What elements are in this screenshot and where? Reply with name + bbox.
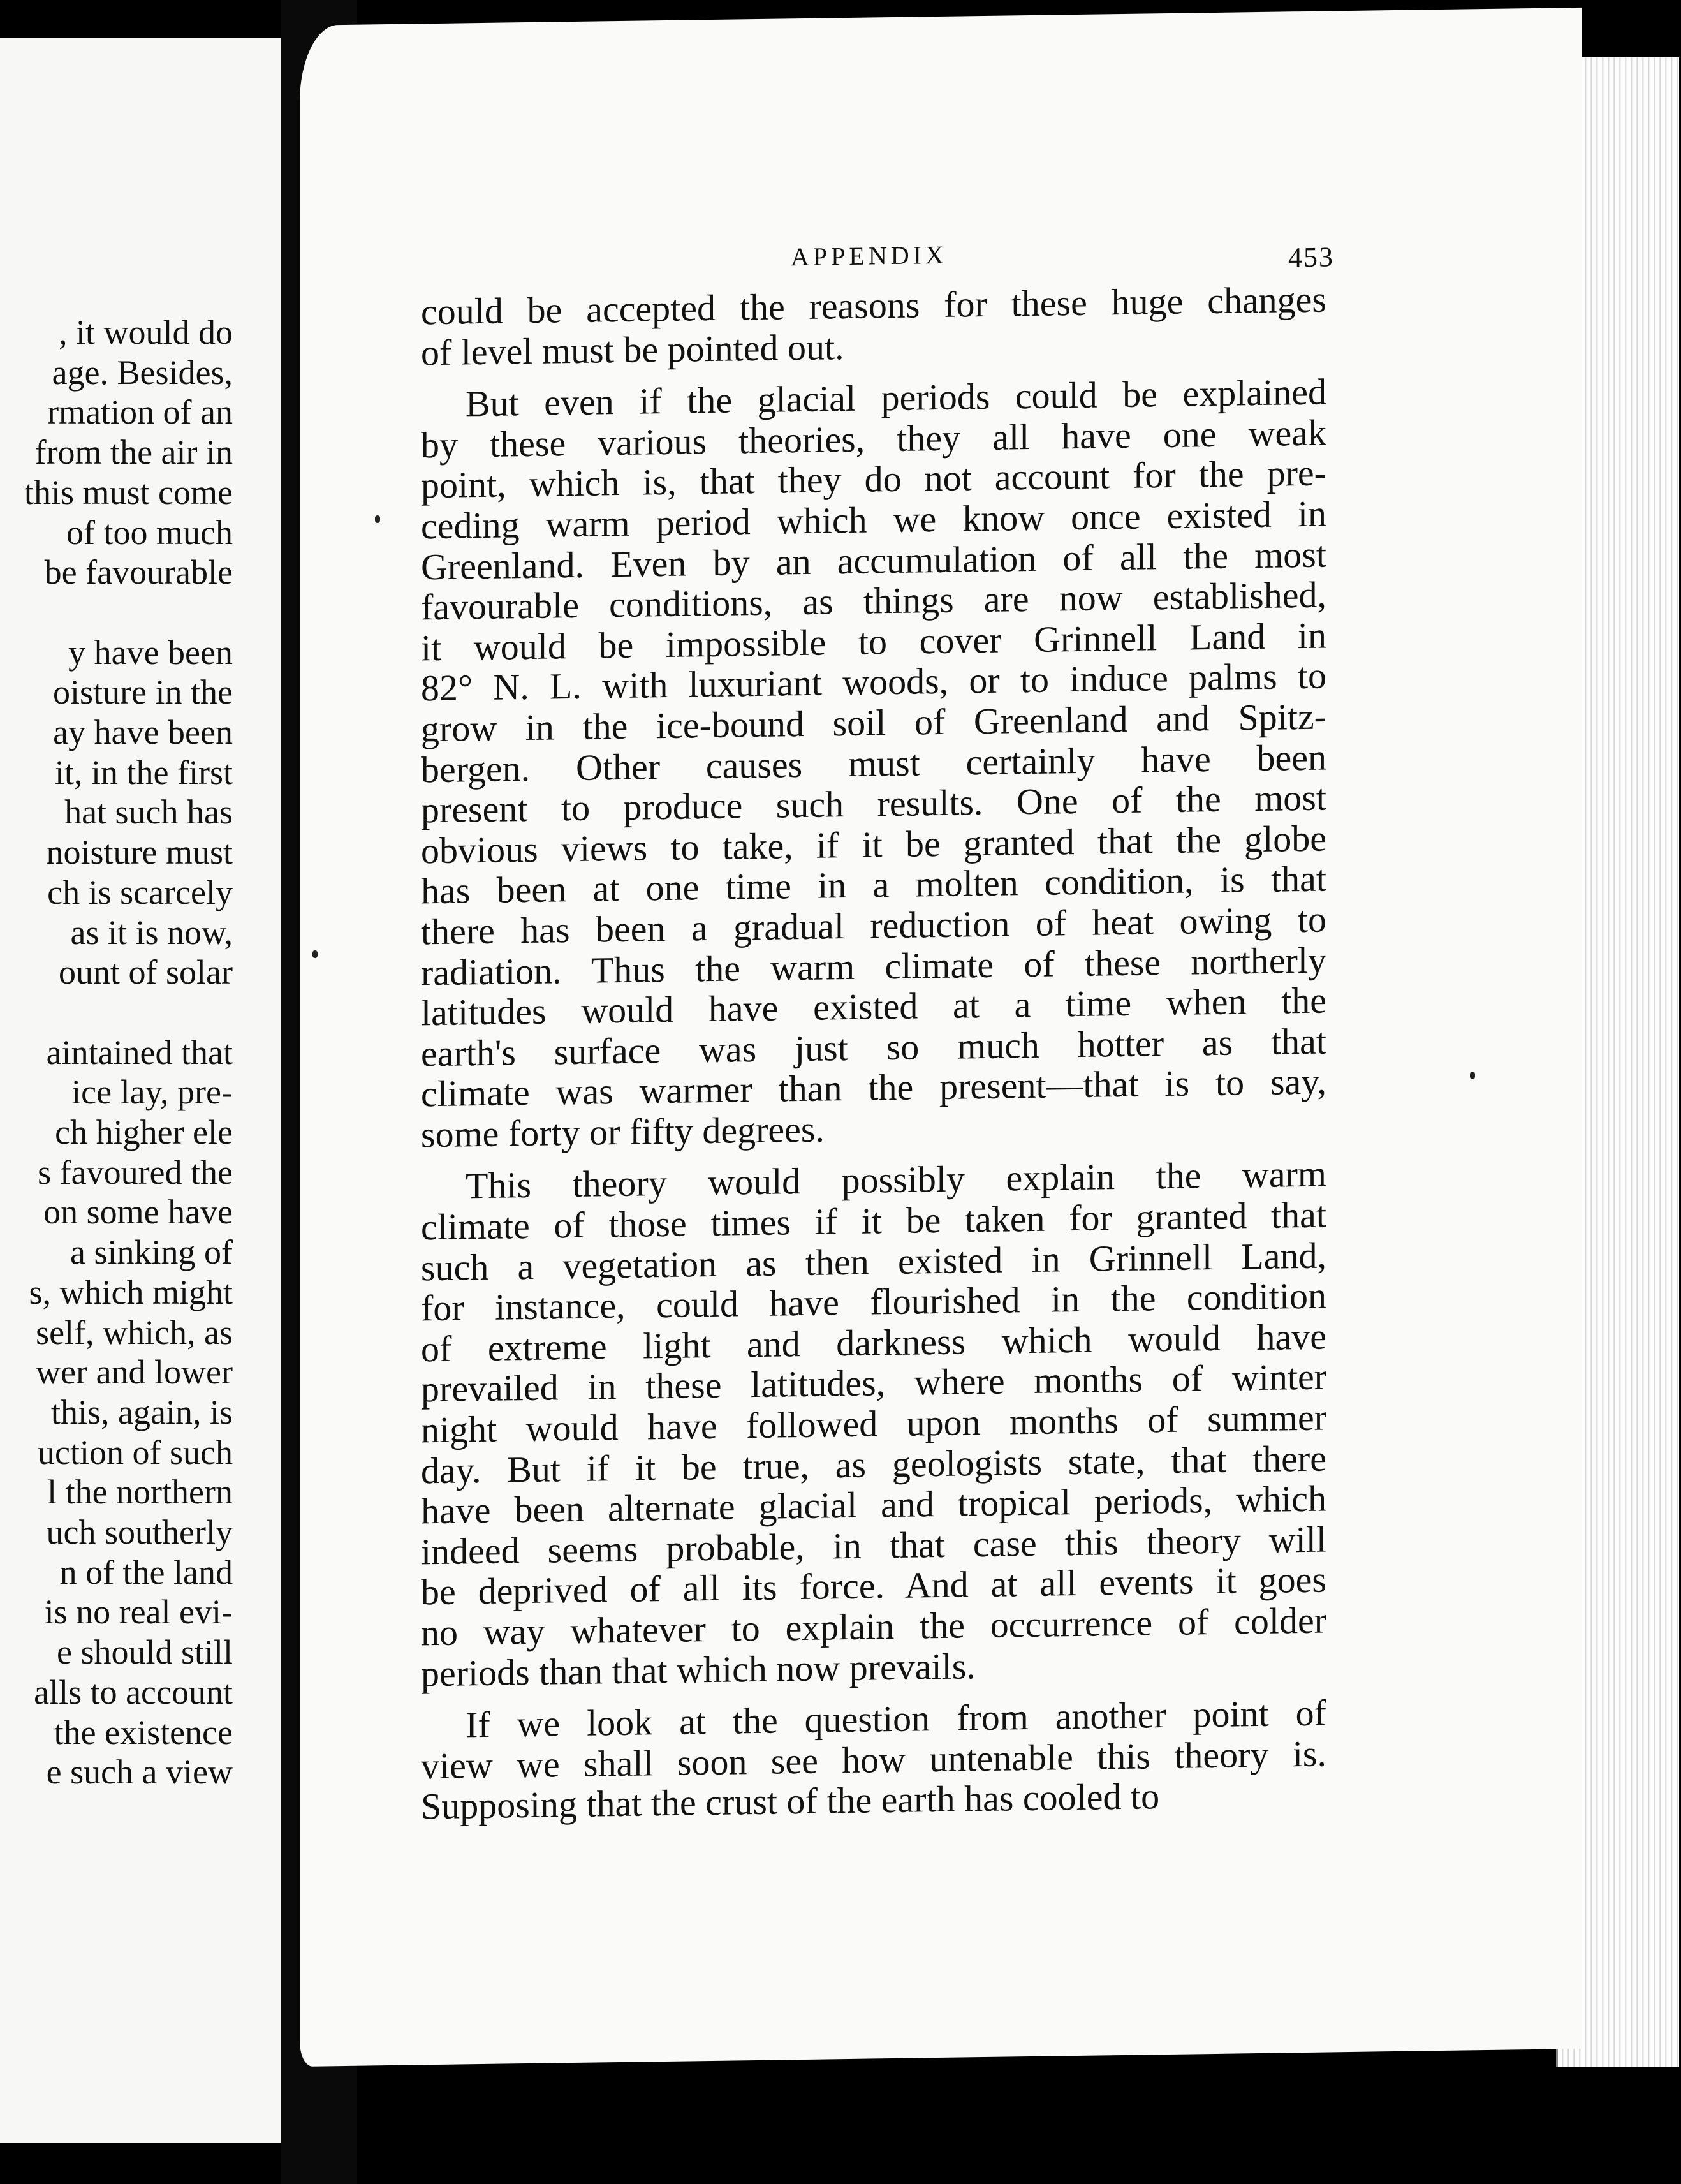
left-page-line: self, which, as bbox=[36, 1313, 233, 1352]
left-page-line: ch is scarcely bbox=[47, 873, 233, 911]
left-page-line: uction of such bbox=[38, 1433, 233, 1472]
text-line: periods than that which now prevails. bbox=[421, 1644, 976, 1694]
text-line: 82° N. L. with luxuriant woods, or to induce palms to bbox=[421, 654, 1326, 709]
scan-speck bbox=[375, 515, 380, 523]
left-page-line: noisture must bbox=[46, 833, 233, 872]
text-line: day. But if it be true, as geologists state, that there bbox=[421, 1437, 1326, 1491]
text-line: could be accepted the reasons for these huge changes bbox=[421, 278, 1326, 333]
text-line: no way whatever to explain the occurrence of colder bbox=[421, 1599, 1326, 1654]
left-page-line: e should still bbox=[56, 1633, 233, 1672]
left-page-text bbox=[0, 313, 233, 1792]
left-page-line: oisture in the bbox=[53, 673, 233, 712]
left-page-line: on some have bbox=[43, 1193, 233, 1232]
text-line: grow in the ice-bound soil of Greenland and Spitz- bbox=[421, 695, 1326, 750]
text-line: obvious views to take, if it be granted that the globe bbox=[421, 817, 1326, 872]
left-page-line: of too much bbox=[66, 513, 233, 552]
running-head bbox=[300, 199, 1582, 274]
left-page-line: be favourable bbox=[44, 553, 233, 592]
left-page-line: ice lay, pre- bbox=[71, 1073, 233, 1112]
left-page-line: hat such has bbox=[64, 793, 233, 832]
text-line: indeed seems probable, in that case this theory will bbox=[421, 1518, 1326, 1573]
text-line: latitudes would have existed at a time when the bbox=[421, 979, 1326, 1034]
left-page-line: l the northern bbox=[47, 1473, 233, 1512]
left-page-line: it, in the first bbox=[55, 753, 233, 792]
left-page-gap bbox=[0, 992, 233, 1033]
left-page-line: as it is now, bbox=[70, 913, 233, 952]
left-page-line: e such a view bbox=[46, 1753, 233, 1792]
text-line: view we shall soon see how untenable this theory is. bbox=[421, 1732, 1326, 1787]
running-title: APPENDIX bbox=[791, 240, 948, 272]
text-line: night would have followed upon months of summer bbox=[421, 1396, 1326, 1451]
left-page-line: is no real evi- bbox=[44, 1593, 233, 1632]
text-line: bergen. Other causes must certainly have been bbox=[421, 736, 1326, 790]
scan-speck bbox=[1470, 1072, 1475, 1079]
paragraph bbox=[421, 1693, 1326, 1827]
text-line: of extreme light and darkness which would have bbox=[421, 1315, 1326, 1370]
left-page-line: age. Besides, bbox=[52, 353, 233, 392]
text-line: such a vegetation as then existed in Grinnell Land, bbox=[421, 1234, 1326, 1289]
left-page-line: ch higher ele bbox=[55, 1113, 233, 1152]
left-page-line: s, which might bbox=[29, 1273, 233, 1311]
text-line: favourable conditions, as things are now established, bbox=[421, 573, 1326, 628]
left-page-line: , it would do bbox=[58, 313, 233, 351]
text-line: be deprived of all its force. And at all events it goes bbox=[421, 1558, 1326, 1613]
text-line: of level must be pointed out. bbox=[421, 325, 844, 373]
text-line: point, which is, that they do not account for the pre- bbox=[421, 452, 1326, 506]
text-line: Greenland. Even by an accumulation of all the most bbox=[421, 533, 1326, 587]
right-page bbox=[300, 8, 1582, 2067]
left-page-line: n of the land bbox=[59, 1553, 233, 1591]
left-page-line: a sinking of bbox=[70, 1233, 233, 1272]
paragraph bbox=[421, 1154, 1326, 1694]
text-line: This theory would possibly explain the warm bbox=[466, 1153, 1326, 1207]
text-line: there has been a gradual reduction of heat owing to bbox=[421, 898, 1326, 953]
left-page-line: ay have been bbox=[53, 713, 233, 752]
paragraph bbox=[421, 279, 1326, 373]
text-line: radiation. Thus the warm climate of these northerly bbox=[421, 939, 1326, 993]
left-page bbox=[0, 38, 319, 2143]
text-line: present to produce such results. One of the most bbox=[421, 776, 1326, 831]
text-line: has been at one time in a molten condition, is that bbox=[421, 857, 1326, 912]
left-page-line: the existence bbox=[54, 1713, 233, 1752]
left-page-gap bbox=[0, 593, 233, 633]
scan-speck bbox=[312, 950, 318, 958]
text-line: climate of those times if it be taken for granted that bbox=[421, 1193, 1326, 1248]
text-line: some forty or fifty degrees. bbox=[421, 1108, 825, 1156]
left-page-line: ount of solar bbox=[59, 953, 233, 992]
left-page-line: uch southerly bbox=[46, 1513, 233, 1552]
text-line: for instance, could have flourished in the condition bbox=[421, 1274, 1326, 1329]
left-page-line: aintained that bbox=[46, 1033, 233, 1072]
text-line: earth's surface was just so much hotter as that bbox=[421, 1020, 1326, 1075]
left-page-line: this, again, is bbox=[51, 1392, 233, 1431]
page-number: 453 bbox=[1288, 241, 1334, 274]
text-line: prevailed in these latitudes, where months of winter bbox=[421, 1355, 1326, 1410]
left-page-line: rmation of an bbox=[47, 393, 233, 432]
left-page-line: this must come bbox=[24, 473, 233, 512]
left-page-line: alls to account bbox=[34, 1672, 233, 1711]
text-line: have been alternate glacial and tropical periods, which bbox=[421, 1477, 1326, 1532]
body-text bbox=[421, 279, 1326, 1827]
left-page-line: y have been bbox=[68, 633, 233, 672]
text-line: Supposing that the crust of the earth has cooled to bbox=[421, 1775, 1160, 1827]
text-line: ceding warm period which we know once existed in bbox=[421, 492, 1326, 547]
text-line: it would be impossible to cover Grinnell Land in bbox=[421, 614, 1326, 669]
text-line: If we look at the question from another point of bbox=[466, 1692, 1326, 1746]
paragraph bbox=[421, 372, 1326, 1155]
text-line: climate was warmer than the present—that is to say, bbox=[421, 1060, 1326, 1115]
text-line: by these various theories, they all have one weak bbox=[421, 411, 1326, 466]
left-page-line: s favoured the bbox=[38, 1153, 233, 1192]
left-page-line: wer and lower bbox=[36, 1353, 233, 1392]
text-line: But even if the glacial periods could be explained bbox=[466, 371, 1326, 425]
left-page-line: from the air in bbox=[34, 433, 233, 472]
